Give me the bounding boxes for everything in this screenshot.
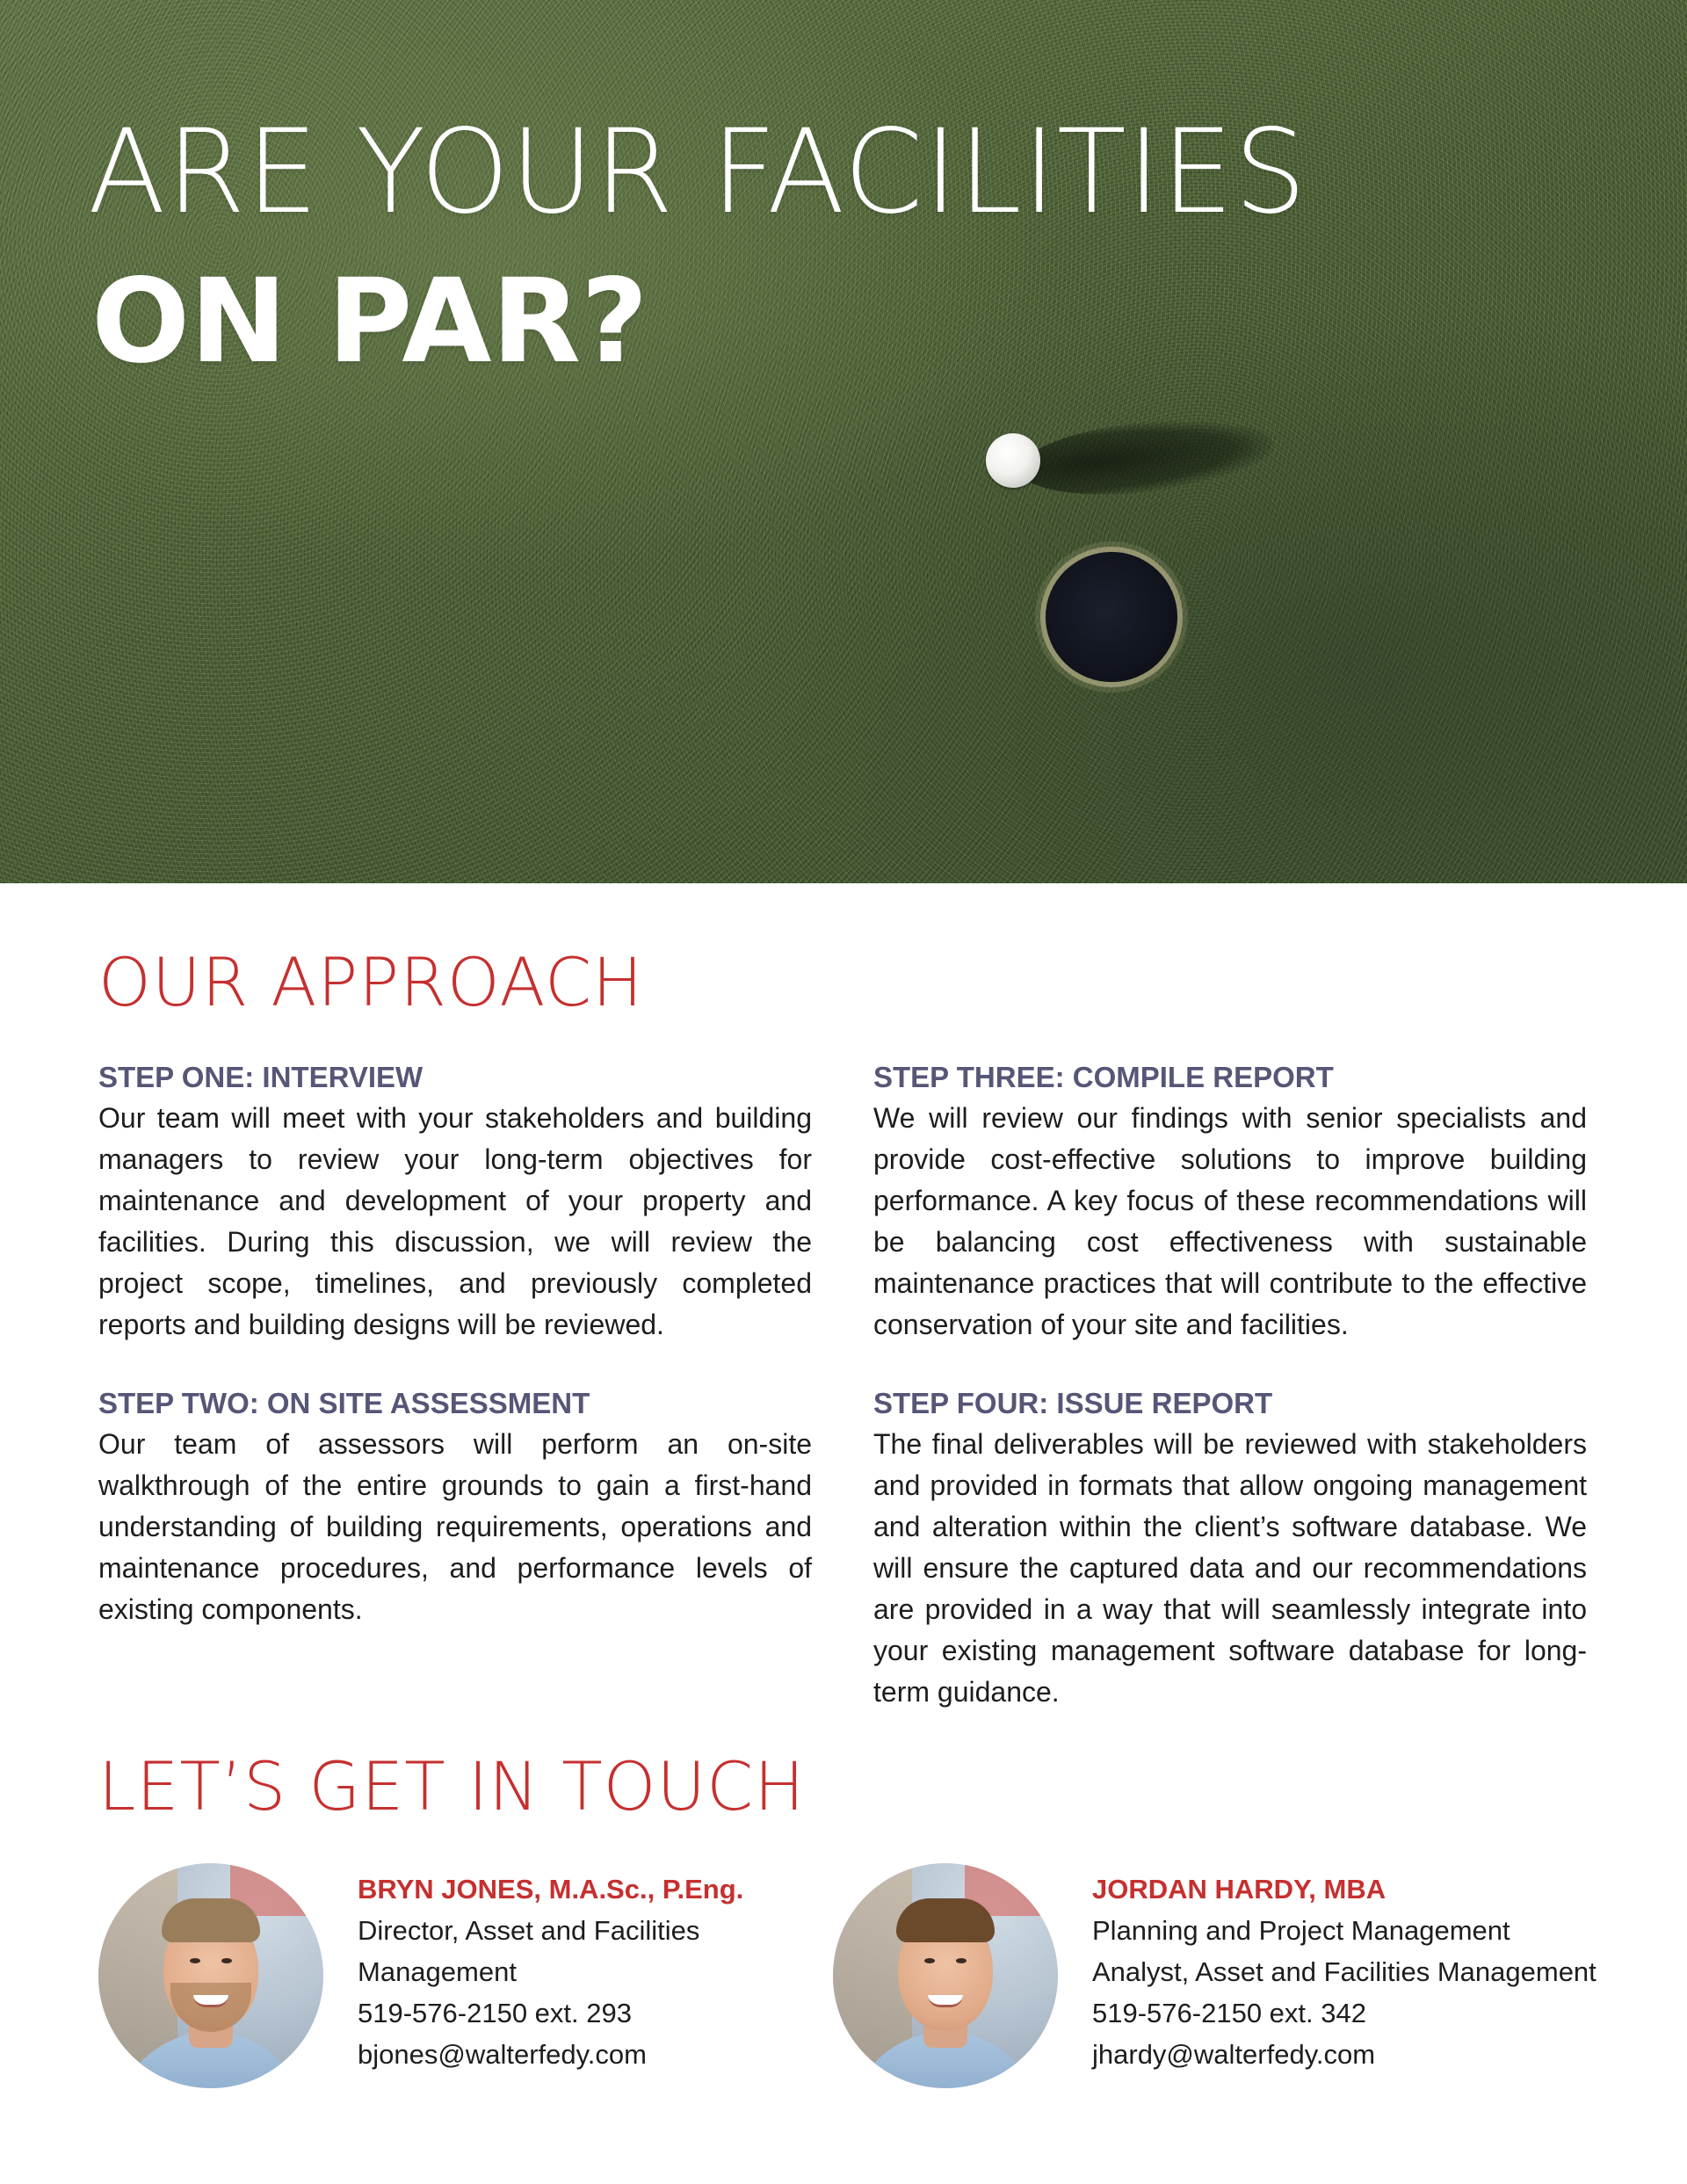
- contact-card-bryn-jones: [98, 1863, 766, 2092]
- contact-card-jordan-hardy: [833, 1863, 1624, 2092]
- step-title: STEP THREE: COMPILE REPORT: [873, 1061, 1334, 1093]
- avatar: [833, 1863, 1058, 2088]
- contact-info: [358, 1868, 743, 2075]
- step-body: Our team of assessors will perform an on-site walkthrough of the entire grounds to gain a first-hand understanding of building requirements, operations and maintenance procedures, and performance levels of existing components.: [98, 1428, 812, 1625]
- approach-heading: OUR APPROACH: [98, 943, 644, 1021]
- contact-heading: LET’S GET IN TOUCH: [98, 1747, 806, 1825]
- step-title: STEP TWO: ON SITE ASSESSMENT: [98, 1387, 590, 1419]
- contact-title: Director, Asset and Facilities: [358, 1915, 700, 1946]
- contact-name: BRYN JONES, M.A.Sc., P.Eng.: [358, 1874, 744, 1905]
- contact-info: [1092, 1868, 1596, 2075]
- step-three: [873, 1057, 1587, 1346]
- contact-title: Analyst, Asset and Facilities Management: [1092, 1956, 1596, 1987]
- hero-banner: [0, 0, 1687, 883]
- step-body: We will review our findings with senior specialists and provide cost-effective solutions to improve building performance. A key focus of these recommendations will be balancing cost effectiveness with sustainable maintenance practices that will contribute to the effective conservation of your site and facilities.: [873, 1102, 1587, 1340]
- hero-title-line2: ON PAR?: [91, 254, 648, 389]
- step-title: STEP FOUR: ISSUE REPORT: [873, 1387, 1273, 1419]
- contact-email[interactable]: bjones@walterfedy.com: [358, 2039, 647, 2070]
- avatar: [98, 1863, 323, 2088]
- contact-title: Planning and Project Management: [1092, 1915, 1510, 1946]
- hero-title-line1: ARE YOUR FACILITIES: [88, 105, 1307, 240]
- step-title: STEP ONE: INTERVIEW: [98, 1061, 424, 1093]
- golf-hole-image: [1046, 552, 1177, 682]
- golf-ball-image: [986, 433, 1040, 488]
- step-body: Our team will meet with your stakeholders and building managers to review your long-term objectives for maintenance and development of your property and facilities. During this discussion, we will review the project scope, timelines, and previously completed reports and building designs will be reviewed.: [98, 1102, 812, 1340]
- contact-email[interactable]: jhardy@walterfedy.com: [1092, 2039, 1376, 2070]
- ball-shadow: [1017, 409, 1278, 505]
- step-body: The final deliverables will be reviewed with stakeholders and provided in formats that allow ongoing management and alteration within the client’s software database. We will ensure the captured data and our recommendations are provided in a way that will seamlessly integrate into your existing management software database for long-term guidance.: [873, 1428, 1587, 1708]
- step-one: [98, 1057, 812, 1346]
- step-two: [98, 1383, 812, 1630]
- step-four: [873, 1383, 1587, 1713]
- contact-phone[interactable]: 519-576-2150 ext. 293: [358, 1998, 632, 2028]
- contact-name: JORDAN HARDY, MBA: [1092, 1874, 1387, 1905]
- contact-title: Management: [358, 1956, 517, 1987]
- contact-phone[interactable]: 519-576-2150 ext. 342: [1092, 1998, 1366, 2028]
